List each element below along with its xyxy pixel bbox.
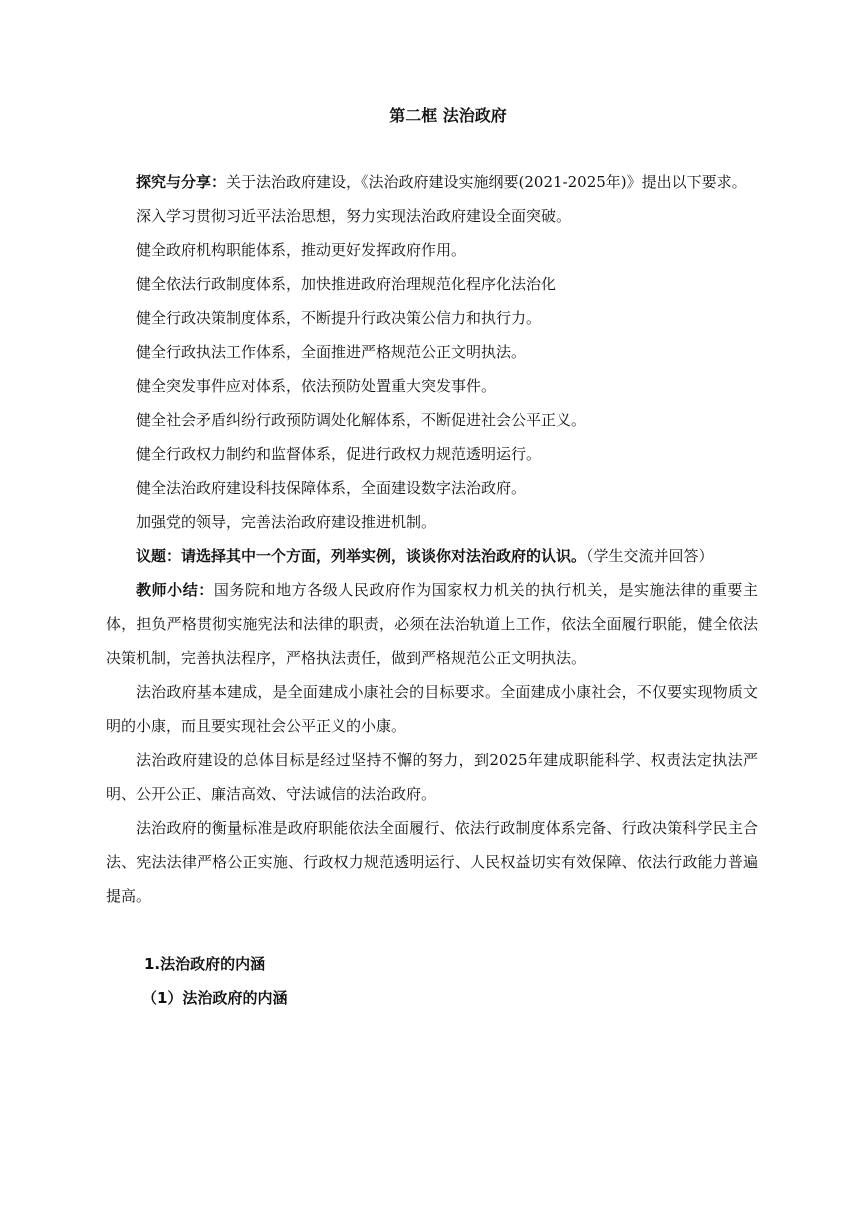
inquiry-paragraph: [106, 165, 758, 199]
body-paragraph: 法治政府的衡量标准是政府职能依法全面履行、依法行政制度体系完备、行政决策科学民主合法、宪法法律严格公正实施、行政权力规范透明运行、人民权益切实有效保障、依法行政能力普遍提高。: [106, 819, 758, 905]
body-paragraph: 法治政府基本建成，是全面建成小康社会的目标要求。全面建成小康社会，不仅要实现物质文明的小康，而且要实现社会公平正义的小康。: [106, 683, 758, 735]
topic-paragraph: [106, 539, 758, 573]
spacer: [106, 913, 758, 947]
topic-label: 议题：请选择其中一个方面，列举实例，谈谈你对法治政府的认识。: [136, 547, 587, 565]
inquiry-item: 健全社会矛盾纠纷行政预防调处化解体系，不断促进社会公平正义。: [136, 411, 587, 429]
section-heading: 1.法治政府的内涵: [144, 955, 266, 973]
inquiry-item: 健全行政执法工作体系，全面推进严格规范公正文明执法。: [136, 343, 527, 361]
inquiry-item: 健全行政权力制约和监督体系，促进行政权力规范透明运行。: [136, 445, 542, 463]
inquiry-item: 健全法治政府建设科技保障体系，全面建设数字法治政府。: [136, 479, 527, 497]
inquiry-item: 加强党的领导，完善法治政府建设推进机制。: [136, 513, 437, 531]
summary-paragraph: [106, 573, 758, 675]
topic-note: （学生交流并回答）: [586, 547, 714, 565]
body-paragraph: 法治政府建设的总体目标是经过坚持不懈的努力，到2025年建成职能科学、权责法定执法严明、公开公正、廉洁高效、守法诚信的法治政府。: [106, 751, 758, 803]
inquiry-intro: 关于法治政府建设，《法治政府建设实施纲要(2021-2025年)》提出以下要求。: [226, 173, 747, 191]
inquiry-item: 健全政府机构职能体系，推动更好发挥政府作用。: [136, 241, 467, 259]
document-body: [106, 165, 758, 1015]
summary-label: 教师小结：: [136, 581, 214, 599]
summary-text: 国务院和地方各级人民政府作为国家权力机关的执行机关，是实施法律的重要主体，担负严格贯彻实施宪法和法律的职责，必须在法治轨道上工作，依法全面履行职能，健全依法决策机制，完善执法程序，严格执法责任，做到严格规范公正文明执法。: [106, 581, 758, 667]
page-title: 第二框 法治政府: [389, 106, 507, 125]
inquiry-item: 健全依法行政制度体系，加快推进政府治理规范化程序化法治化: [136, 275, 557, 293]
subsection-heading: （1）法治政府的内涵: [142, 989, 288, 1007]
inquiry-item: 深入学习贯彻习近平法治思想，努力实现法治政府建设全面突破。: [136, 207, 572, 225]
inquiry-item: 健全行政决策制度体系，不断提升行政决策公信力和执行力。: [136, 309, 542, 327]
inquiry-label: 探究与分享：: [136, 173, 227, 191]
inquiry-item: 健全突发事件应对体系，依法预防处置重大突发事件。: [136, 377, 497, 395]
